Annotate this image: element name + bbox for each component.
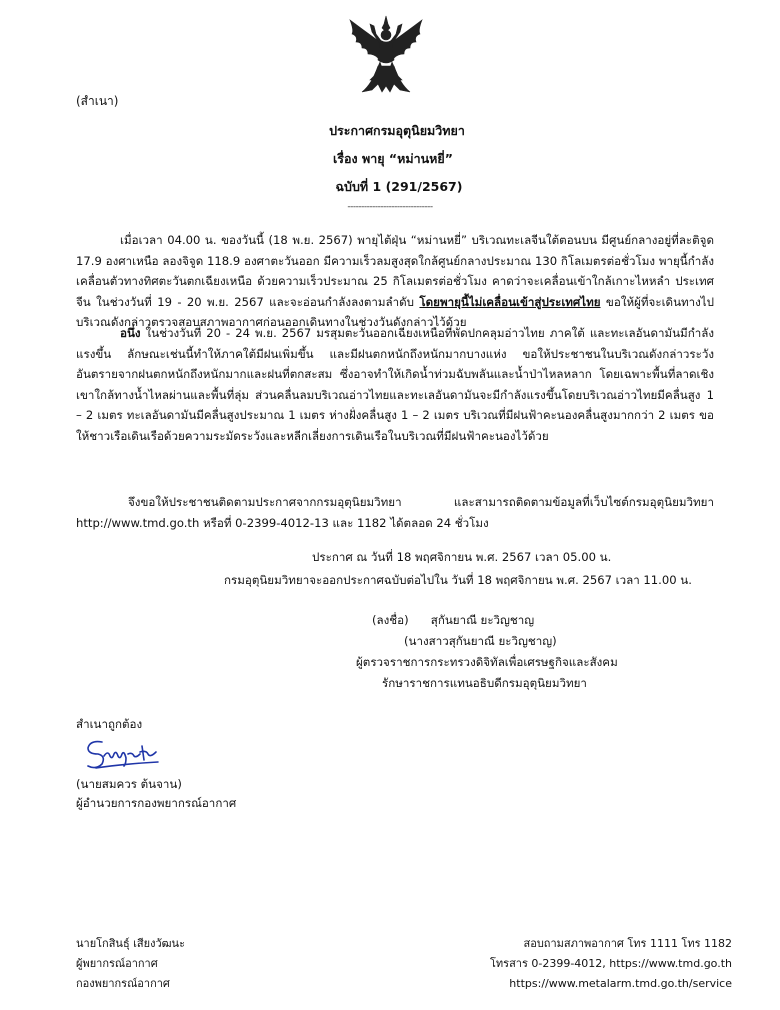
signatory-acting-position: รักษาราชการแทนอธิบดีกรมอุตุนิยมวิทยา: [382, 676, 587, 690]
paragraph-contact: จึงขอให้ประชาชนติดตามประกาศจากกรมอุตุนิยมวิทยา และสามารถติดตามข้อมูลที่เว็บไซต์กรมอุตุนิยมวิทยา http://www.tmd.go.th หรือที่ 0-2399-4012-13 และ 1182 ได้ตลอด 24 ชั่วโมง: [76, 495, 714, 530]
footer-left: [76, 934, 185, 994]
signatory-position: ผู้ตรวจราชการกระทรวงดิจิทัลเพื่อเศรษฐกิจและสังคม: [356, 655, 618, 669]
next-issue: กรมอุตุนิยมวิทยาจะออกประกาศฉบับต่อไปใน วันที่ 18 พฤศจิกายน พ.ศ. 2567 เวลา 11.00 น.: [224, 573, 692, 587]
issued-date: ประกาศ ณ วันที่ 18 พฤศจิกายน พ.ศ. 2567 เวลา 05.00 น.: [312, 550, 612, 564]
issue-number: ฉบับที่ 1 (291/2567): [335, 179, 463, 194]
signatory-name: (นางสาวสุกันยาณี ยะวิญชาญ): [404, 634, 557, 648]
divider: -------------------------------: [347, 202, 433, 212]
paragraph-text: ในช่วงวันที่ 20 - 24 พ.ย. 2567 มรสุมตะวันออกเฉียงเหนือที่พัดปกคลุมอ่าวไทย ภาคใต้ และทะเลอันดามันมีกำลังแรงขึ้น ลักษณะเช่นนี้ทำให้ภาคใต้มีฝนเพิ่มขึ้น และมีฝนตกหนักถึงหนักมากบางแห่ง ขอให้ประชาชนในบริเวณดังกล่าวระวังอันตรายจากฝนตกหนักถึงหนักมากและฝนที่ตกสะสม ซึ่งอาจทำให้เกิดน้ำท่วมฉับพลันและน้ำป่าไหลหลาก โดยเฉพาะพื้นที่ลาดเชิงเขาใกล้ทางน้ำไหลผ่านและพื้นที่ลุ่ม ส่วนคลื่นลมบริเวณอ่าวไทยและทะเลอันดามันจะมีกำลังแรงขึ้นโดยบริเวณอ่าวไทยมีคลื่นสูง 1 – 2 เมตร ทะเลอันดามันมีคลื่นสูงประมาณ 1 เมตร ห่างฝั่งคลื่นสูง 1 – 2 เมตร บริเวณที่มีฝนฟ้าคะนองคลื่นสูงมากกว่า 2 เมตร ขอให้ชาวเรือเดินเรือด้วยความระมัดระวังและหลีกเลี่ยงการเดินเรือในบริเวณที่มีฝนฟ้าคะนองไว้ด้วย: [76, 326, 714, 443]
footer-right: [490, 934, 732, 994]
paragraph-text: ขอให้ผู้ที่จะเดินทางไปบริเวณดังกล่าวตรวจสอบสภาพอากาศก่อนออกเดินทางในช่วงวันดังกล่าวไว้ด้วย: [76, 294, 714, 329]
certified-label: สำเนาถูกต้อง: [76, 717, 143, 731]
paragraph-monsoon-warning: [76, 323, 714, 446]
subject-line: เรื่อง พายุ “หม่านหยี่”: [333, 151, 453, 166]
paragraph-lead: อนึ่ง: [120, 326, 141, 340]
paragraph-storm-status: [76, 230, 714, 333]
forecaster-role: ผู้พยากรณ์อากาศ: [76, 957, 158, 970]
certifier-position: ผู้อำนวยการกองพยากรณ์อากาศ: [76, 796, 237, 810]
forecaster-name: นายโกสินธุ์ เสียงวัฒนะ: [76, 937, 185, 950]
certifier-name: (นายสมควร ต้นจาน): [76, 777, 182, 791]
emphasis-text: โดยพายุนี้ไม่เคลื่อนเข้าสู่ประเทศไทย: [419, 294, 601, 309]
hotline-info: สอบถามสภาพอากาศ โทร 1111 โทร 1182: [523, 937, 732, 950]
paragraph-text: เมื่อเวลา 04.00 น. ของวันนี้ (18 พ.ย. 2567) พายุไต้ฝุ่น “หม่านหยี่” บริเวณทะเลจีนใต้ตอนบน มีศูนย์กลางอยู่ที่ละติจูด 17.9 องศาเหนือ ลองจิจูด 118.9 องศาตะวันออก มีความเร็วลมสูงสุดใกล้ศูนย์กลางประมาณ 130 กิโลเมตรต่อชั่วโมง พายุนี้กำลังเคลื่อนตัวทางทิศตะวันตกเฉียงเหนือ ด้วยความเร็วประมาณ 25 กิโลเมตรต่อชั่วโมง คาดว่าจะเคลื่อนเข้าใกล้เกาะไหหลำ ประเทศจีน ในช่วงวันที่ 19 - 20 พ.ย. 2567 และจะอ่อนกำลังลงตามลำดับ: [76, 233, 714, 309]
page-title: ประกาศกรมอุตุนิยมวิทยา: [329, 123, 465, 138]
forecaster-division: กองพยากรณ์อากาศ: [76, 977, 170, 990]
signed-line: (ลงชื่อ) สุกันยาณี ยะวิญชาญ: [372, 613, 535, 627]
copy-label: (สำเนา): [76, 94, 119, 108]
service-link[interactable]: https://www.metalarm.tmd.go.th/service: [509, 977, 732, 990]
fax-website[interactable]: โทรสาร 0-2399-4012, https://www.tmd.go.th: [490, 957, 732, 970]
garuda-emblem-icon: [342, 14, 430, 96]
handwritten-signature: [82, 734, 162, 774]
